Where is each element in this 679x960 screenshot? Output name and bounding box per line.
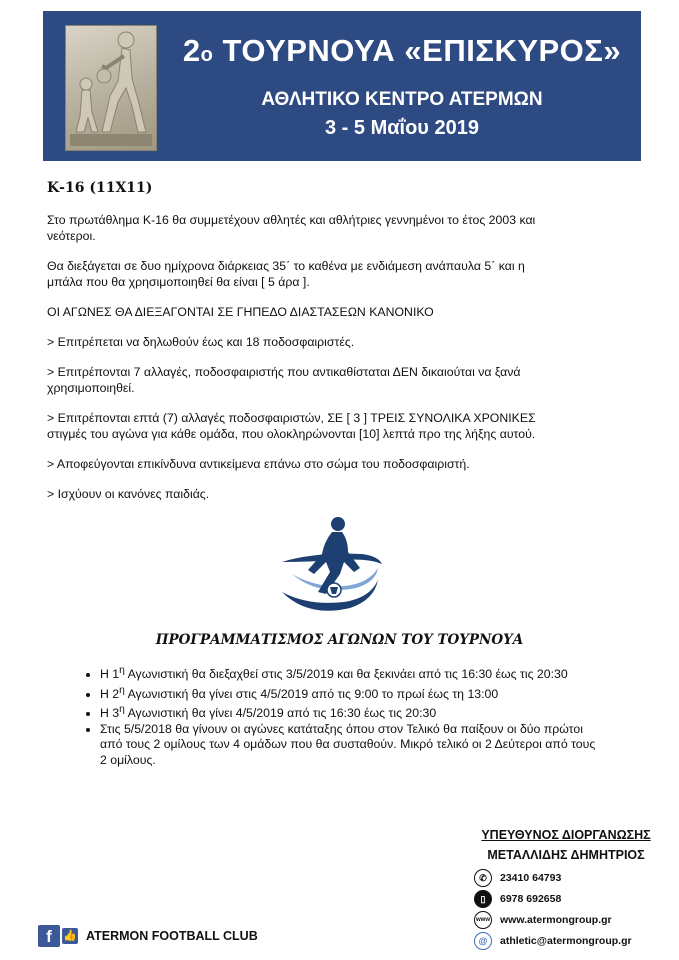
venue-name: ΑΘΛΗΤΙΚΟ ΚΕΝΤΡΟ ΑΤΕΡΜΩΝ — [261, 89, 543, 110]
thumbs-up-icon[interactable]: 👍 — [63, 930, 77, 942]
rule-paragraph: ΟΙ ΑΓΩΝΕΣ ΘΑ ΔΙΕΞΑΓΟΝΤΑΙ ΣΕ ΓΗΠΕΔΟ ΔΙΑΣΤΑΣΕΩΝ ΚΑΝΟΝΙΚΟ — [47, 305, 434, 319]
category-heading: Κ-16 (11Χ11) — [47, 180, 153, 196]
rule-paragraph: > Επιτρέπονται 7 αλλαγές, ποδοσφαιριστής που αντικαθίσταται ΔΕΝ δικαιούται να ξανά χρησιμοποιηθεί. — [47, 365, 521, 395]
phone-icon: ✆ — [474, 869, 492, 887]
rule-paragraph: > Αποφεύγονται επικίνδυνα αντικείμενα επάνω στο σώμα του ποδοσφαιριστή. — [47, 457, 470, 471]
email-contact — [474, 932, 632, 950]
list-item: • Στις 5/5/2018 θα γίνουν οι αγώνες κατάταξης όπου στον Τελικό θα παίξουν οι δύο πρώτοι από τους 2 ομίλους των 4 ομάδων που θα συσταθούν. Μικρό τελικό οι 2 Δεύτεροι από τους 2 ομίλους. — [100, 722, 600, 769]
mobile-phone-icon: ▯ — [474, 890, 492, 908]
tournament-dates: 3 - 5 Μαΐου 2019 — [325, 117, 479, 139]
list-item: • Η $3^\eta$ Αγωνιστική θα γίνει 4/5/2019 από τις 16:30 έως τις 20:30 — [100, 702, 600, 722]
rules-section — [47, 180, 547, 516]
globe-icon: www — [474, 911, 492, 929]
phone-contact — [474, 869, 561, 887]
email-icon: @ — [474, 932, 492, 950]
facebook-icon[interactable]: f — [38, 925, 60, 947]
email-link[interactable]: athletic@atermongroup.gr — [500, 934, 632, 947]
rule-paragraph: Στο πρωτάθλημα Κ-16 θα συμμετέχουν αθλητές και αθλήτριες γεννημένοι το έτος 2003 και νεότεροι. — [47, 213, 536, 243]
soccer-player-icon — [278, 514, 382, 618]
rule-paragraph: > Επιτρέπονται επτά (7) αλλαγές ποδοσφαιριστών, ΣΕ [ 3 ] ΤΡΕΙΣ ΣΥΝΟΛΙΚΑ ΧΡΟΝΙΚΕΣ στιγμές του αγώνα για κάθε ομάδα, που ολοκληρώνονται [10] λεπτά προ της λήξης αυτού. — [47, 411, 536, 441]
website-link[interactable]: www.atermongroup.gr — [500, 913, 612, 926]
phone-number: 23410 64793 — [500, 871, 562, 884]
schedule-list — [76, 663, 600, 768]
organizer-name: ΜΕΤΑΛΛΙΔΗΣ ΔΗΜΗΤΡΙΟΣ — [487, 848, 645, 862]
list-item: • Η $2^\eta$ Αγωνιστική θα γίνει στις 4/5/2019 από τις 9:00 το πρωί έως τη 13:00 — [100, 683, 600, 703]
football-player-logo — [278, 514, 382, 618]
mobile-contact — [474, 890, 561, 908]
mobile-number: 6978 692658 — [500, 892, 562, 905]
rule-paragraph: Θα διεξάγεται σε δυο ημίχρονα διάρκειας 35΄ το καθένα με ενδιάμεση ανάπαυλα 5΄ και η μπάλα που θα χρησιμοποιηθεί θα είναι [ 5 άρα ]. — [47, 259, 525, 289]
organizer-block — [461, 825, 671, 865]
club-name: ATERMON FOOTBALL CLUB — [86, 929, 258, 943]
relief-figures-icon — [66, 26, 156, 150]
organizer-label: ΥΠΕΥΘΥΝΟΣ ΔΙΟΡΓΑΝΩΣΗΣ — [481, 828, 651, 842]
relief-sculpture-image — [65, 25, 157, 151]
rule-paragraph: > Ισχύουν οι κανόνες παιδιάς. — [47, 487, 210, 501]
header-banner — [43, 11, 641, 161]
footer — [38, 925, 258, 951]
schedule-title: ΠΡΟΓΡΑΜΜΑΤΙΣΜΟΣ ΑΓΩΝΩΝ ΤΟΥ ΤΟΥΡΝΟΥΑ — [155, 632, 524, 648]
rule-paragraph: > Επιτρέπεται να δηλωθούν έως και 18 ποδοσφαιριστές. — [47, 335, 355, 349]
tournament-title: 2ο ΤΟΥΡΝΟΥΑ «ΕΠΙΣΚΥΡΟΣ» — [182, 33, 622, 68]
website-contact — [474, 911, 612, 929]
list-item: • Η $1^\eta$ Αγωνιστική θα διεξαχθεί στις 3/5/2019 και θα ξεκινάει από τις 16:30 έως τις 20:30 — [100, 663, 600, 683]
